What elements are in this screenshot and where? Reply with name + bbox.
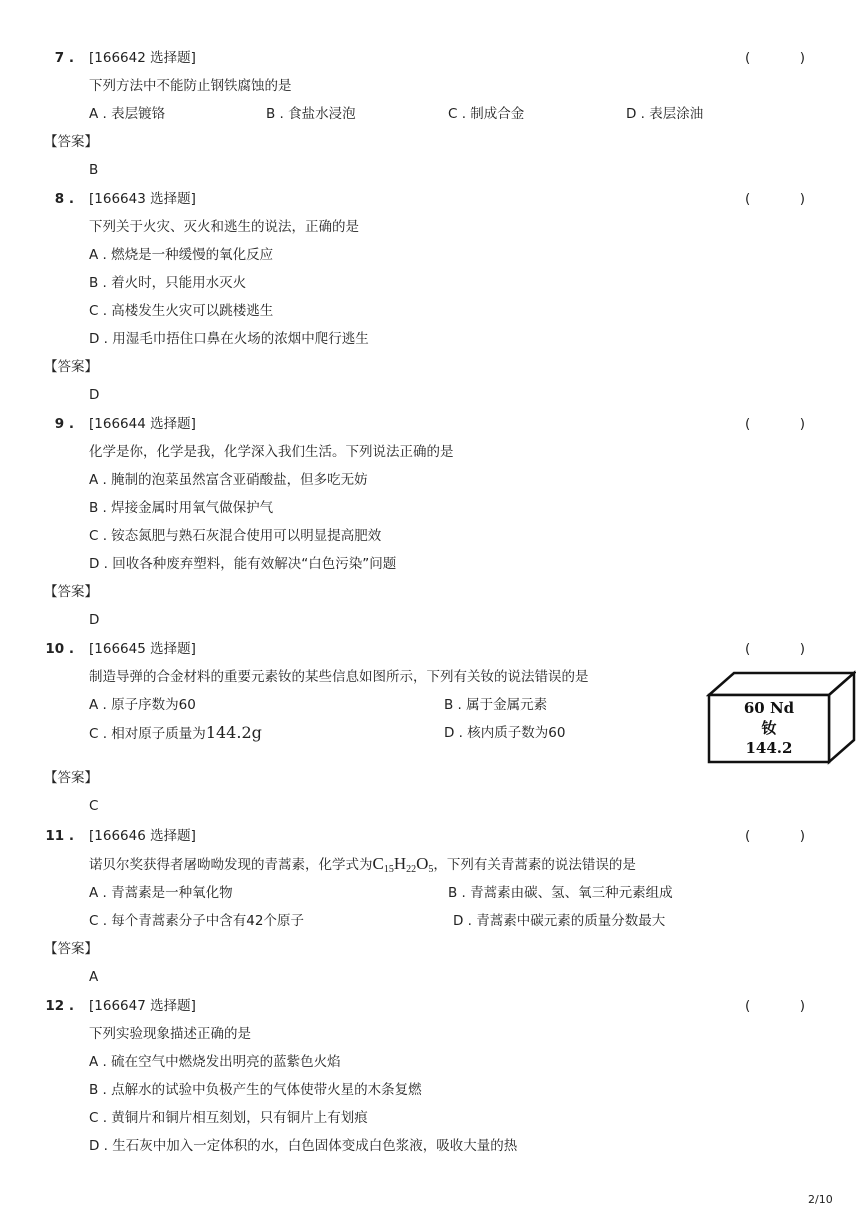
paren-close: ): [799, 828, 805, 844]
paren-open: (: [745, 641, 751, 657]
question-8-number: 8 .: [54, 191, 74, 207]
paren-open: (: [745, 828, 751, 844]
neodymium-element-box: [706, 670, 856, 766]
stem-after-formula: ，下列有关青蒿素的说法错误的是: [433, 857, 636, 873]
question-10-number: 10 .: [45, 641, 74, 657]
question-11-option-c: C . 每个青蒿素分子中含有42个原子: [89, 913, 304, 929]
question-8-stem: 下列关于火灾、灭火和逃生的说法，正确的是: [89, 219, 359, 235]
question-11-option-d: D . 青蒿素中碳元素的质量分数最大: [453, 913, 666, 929]
option-c-mass-value: 144.2g: [205, 723, 262, 742]
question-9-option-d: D . 回收各种废弃塑料，能有效解决“白色污染”问题: [89, 556, 397, 572]
question-10-option-b: B . 属于金属元素: [444, 697, 548, 713]
question-7-answer-parens: [745, 49, 805, 67]
question-10-answer-parens: [745, 640, 805, 658]
page-number: 2/10: [808, 1193, 833, 1206]
paren-close: ): [799, 416, 805, 432]
question-9-option-a: A . 腌制的泡菜虽然富含亚硝酸盐，但多吃无妨: [89, 472, 368, 488]
question-11-number: 11 .: [45, 828, 74, 844]
paren-open: (: [745, 416, 751, 432]
formula-h: H: [393, 854, 407, 873]
question-10-meta: [166645 选择题]: [89, 641, 196, 657]
formula-o: O: [416, 854, 429, 873]
question-12-option-d: D . 生石灰中加入一定体积的水，白色固体变成白色浆液，吸收大量的热: [89, 1138, 518, 1154]
question-11-option-a: A . 青蒿素是一种氧化物: [89, 885, 233, 901]
question-12-option-c: C . 黄铜片和铜片相互刻划，只有铜片上有划痕: [89, 1110, 368, 1126]
question-12-number: 12 .: [45, 998, 74, 1014]
question-11-answer-parens: [745, 827, 805, 845]
element-symbol-line: 60 Nd: [743, 699, 795, 717]
question-11-stem: [89, 855, 636, 879]
question-12-option-a: A . 硫在空气中燃烧发出明亮的蓝紫色火焰: [89, 1054, 341, 1070]
formula-h-subscript: 22: [406, 864, 417, 875]
option-c-text: C . 相对原子质量为: [89, 726, 206, 742]
paren-close: ): [799, 998, 805, 1014]
question-11-answer: A: [89, 969, 99, 985]
question-10-option-d: D . 核内质子数为60: [444, 725, 566, 741]
question-8-answer: D: [89, 387, 100, 403]
question-7-option-b: B . 食盐水浸泡: [266, 106, 356, 122]
question-11-meta: [166646 选择题]: [89, 828, 196, 844]
question-10-option-a: A . 原子序数为60: [89, 697, 196, 713]
question-7-option-c: C . 制成合金: [448, 106, 525, 122]
question-9-meta: [166644 选择题]: [89, 416, 196, 432]
paren-open: (: [745, 50, 751, 66]
question-10-stem: 制造导弹的合金材料的重要元素钕的某些信息如图所示，下列有关钕的说法错误的是: [89, 669, 589, 685]
question-7-number: 7 .: [54, 50, 74, 66]
paren-close: ): [799, 191, 805, 207]
question-7-answer-label: 【答案】: [44, 134, 98, 150]
question-7-option-a: A . 表层镀铬: [89, 106, 166, 122]
question-12-meta: [166647 选择题]: [89, 998, 196, 1014]
paren-open: (: [745, 191, 751, 207]
question-8-answer-label: 【答案】: [44, 359, 98, 375]
formula-c-subscript: 15: [383, 864, 394, 875]
question-8-option-b: B . 着火时，只能用水灭火: [89, 275, 247, 291]
question-8-option-c: C . 高楼发生火灾可以跳楼逃生: [89, 303, 274, 319]
question-7-answer: B: [89, 162, 99, 178]
question-8-option-d: D . 用湿毛巾捂住口鼻在火场的浓烟中爬行逃生: [89, 331, 369, 347]
question-7-meta: [166642 选择题]: [89, 50, 196, 66]
question-12-answer-parens: [745, 997, 805, 1015]
formula-c: C: [372, 854, 384, 873]
paren-close: ): [799, 50, 805, 66]
question-9-stem: 化学是你，化学是我，化学深入我们生活。下列说法正确的是: [89, 444, 454, 460]
question-8-answer-parens: [745, 190, 805, 208]
question-9-answer-label: 【答案】: [44, 584, 98, 600]
question-7-stem: 下列方法中不能防止钢铁腐蚀的是: [89, 78, 292, 94]
question-10-answer-label: 【答案】: [44, 770, 98, 786]
question-11-option-b: B . 青蒿素由碳、氢、氧三种元素组成: [448, 885, 673, 901]
question-8-option-a: A . 燃烧是一种缓慢的氧化反应: [89, 247, 274, 263]
formula-o-subscript: 5: [428, 864, 434, 875]
question-9-answer-parens: [745, 415, 805, 433]
paren-close: ): [799, 641, 805, 657]
question-12-option-b: B . 点解水的试验中负极产生的气体使带火星的木条复燃: [89, 1082, 422, 1098]
question-9-number: 9 .: [54, 416, 74, 432]
question-10-answer: C: [89, 798, 99, 814]
question-12-stem: 下列实验现象描述正确的是: [89, 1026, 251, 1042]
question-11-answer-label: 【答案】: [44, 941, 98, 957]
artemisinin-formula: [373, 854, 434, 873]
element-name-line: 钕: [761, 719, 777, 737]
stem-before-formula: 诺贝尔奖获得者屠呦呦发现的青蒿素，化学式为: [89, 857, 373, 873]
question-10-option-c: [89, 724, 262, 743]
paren-open: (: [745, 998, 751, 1014]
question-8-meta: [166643 选择题]: [89, 191, 196, 207]
question-9-answer: D: [89, 612, 100, 628]
question-9-option-c: C . 铵态氮肥与熟石灰混合使用可以明显提高肥效: [89, 528, 382, 544]
question-9-option-b: B . 焊接金属时用氧气做保护气: [89, 500, 274, 516]
element-mass-line: 144.2: [745, 739, 793, 757]
question-7-option-d: D . 表层涂油: [626, 106, 704, 122]
